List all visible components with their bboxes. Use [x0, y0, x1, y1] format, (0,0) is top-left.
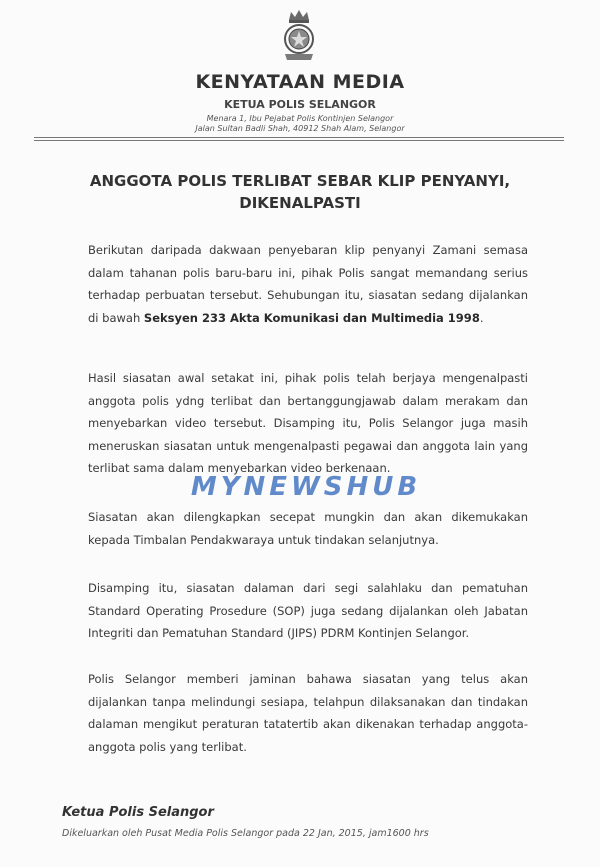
- signature-name: Ketua Polis Selangor: [62, 805, 214, 820]
- headline-line2: DIKENALPASTI: [239, 194, 361, 212]
- body-paragraph-4: Disamping itu, siasatan dalaman dari segi salahlaku dan pematuhan Standard Operating Prosedure (SOP) juga sedang dijalankan oleh Jabatan Integriti dan Pematuhan Standard (JIPS) PDRM Kontinjen Selangor.: [88, 581, 528, 640]
- header-address-line2: Jalan Sultan Badli Shah, 40912 Shah Alam, Selangor: [195, 124, 405, 133]
- legal-reference: Seksyen 233 Akta Komunikasi dan Multimedia 1998: [143, 310, 480, 325]
- body-paragraph-1: [88, 239, 528, 329]
- header-divider-thin: [34, 140, 564, 141]
- header-subtitle: KETUA POLIS SELANGOR: [224, 98, 376, 111]
- watermark-text: MYNEWSHUB: [190, 472, 422, 500]
- header-address-line1: Menara 1, Ibu Pejabat Polis Kontinjen Selangor: [206, 114, 394, 123]
- paragraph-1-end: .: [479, 310, 484, 325]
- police-crest-icon: [279, 8, 319, 62]
- body-paragraph-2: Hasil siasatan awal setakat ini, pihak polis telah berjaya mengenalpasti anggota polis ydng terlibat dan bertanggungjawab dalam merakam dan menyebarkan video tersebut. Disamping itu, Polis Selangor juga masih meneruskan siasatan untuk mengenalpasti pegawai dan anggota lain yang terlibat sama dalam menyebarkan video berkenaan.: [88, 371, 528, 475]
- signature-note: Dikeluarkan oleh Pusat Media Polis Selangor pada 22 Jan, 2015, jam1600 hrs: [62, 828, 429, 839]
- watermark: [96, 470, 516, 500]
- headline-line1: ANGGOTA POLIS TERLIBAT SEBAR KLIP PENYANYI,: [89, 172, 511, 190]
- body-paragraph-5: Polis Selangor memberi jaminan bahawa siasatan yang telus akan dijalankan tanpa melindungi sesiapa, telahpun dilaksanakan dan tindakan dalaman mengikut peraturan tatatertib akan dikenakan terhadap anggota-anggota polis yang terlibat.: [88, 672, 528, 754]
- body-paragraph-3: Siasatan akan dilengkapkan secepat mungkin dan akan dikemukakan kepada Timbalan Pendakwaraya untuk tindakan selanjutnya.: [88, 510, 528, 547]
- header-title: KENYATAAN MEDIA: [195, 71, 405, 93]
- paragraph-1-text: Berikutan daripada dakwaan penyebaran klip penyanyi Zamani semasa dalam tahanan polis baru-baru ini, pihak Polis sangat memandang serius terhadap perbuatan tersebut. Sehubungan itu, siasatan sedang dijalankan di bawah: [88, 243, 528, 325]
- header-divider: [34, 137, 564, 138]
